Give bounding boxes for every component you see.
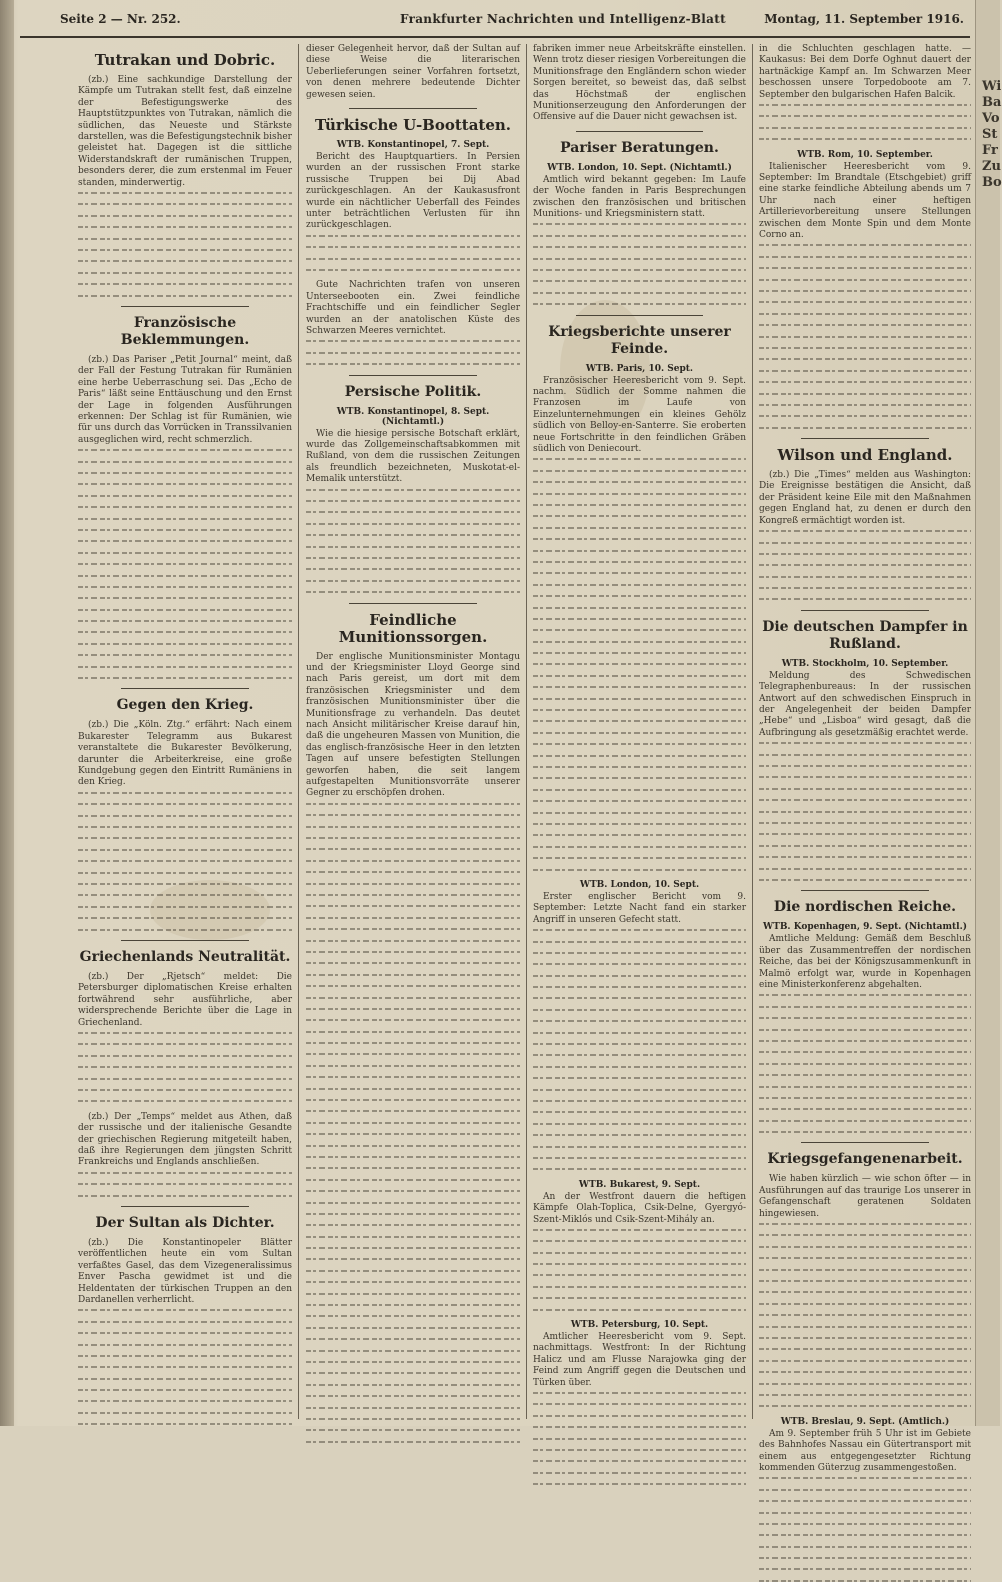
text-lines xyxy=(78,192,292,297)
article-text: Bericht des Hauptquartiers. In Persien wurden an der russischen Front starke russische Truppen bei Dij Abad zurückgeschlagen. An der Kaukasusfront wurde ein nächtlicher Ueberfall des Feindes unter beträchtlichen Verlusten für ihn zurückgeschlagen. xyxy=(306,152,520,231)
dateline: WTB. Rom, 10. September. xyxy=(797,149,933,160)
divider xyxy=(121,306,249,307)
text-lines xyxy=(78,792,292,931)
dateline: WTB. London, 10. Sept. (Nichtamtl.) xyxy=(547,162,732,173)
text-lines xyxy=(306,803,520,1443)
column-rule xyxy=(526,44,527,1419)
dateline: WTB. Konstantinopel, 7. Sept. xyxy=(336,140,490,151)
edge-fragment: Ba xyxy=(982,95,1002,110)
divider xyxy=(576,131,704,132)
text-lines xyxy=(533,458,746,870)
dateline: WTB. Bukarest, 9. Sept. xyxy=(578,1179,701,1190)
edge-fragment: Vo xyxy=(982,111,1000,126)
dateline: WTB. Konstantinopel, 8. Sept. (Nichtamtl.) xyxy=(336,406,490,427)
text-lines xyxy=(759,244,971,428)
article-headline: Die deutschen Dampfer in Rußland. xyxy=(762,618,968,652)
article-text: (zb.) Die „Köln. Ztg.“ erfährt: Nach einem Bukarester Telegramm aus Bukarest veranstaltete die Bukarester Bevölkerung, darunter die Arbeiterkreise, eine große Kundgebung gegen den Eintritt Rumäniens in den Krieg. xyxy=(78,720,292,788)
divider xyxy=(801,610,928,611)
text-lines xyxy=(759,1223,971,1407)
divider xyxy=(349,603,477,604)
divider xyxy=(121,1206,249,1207)
article-headline: Gegen den Krieg. xyxy=(116,697,254,714)
divider xyxy=(576,315,704,316)
divider xyxy=(349,108,477,109)
text-lines xyxy=(759,1477,971,1582)
edge-fragment: Fr xyxy=(982,143,998,158)
binding-spine xyxy=(0,0,14,1426)
page-number: Seite 2 — Nr. 252. xyxy=(60,12,181,26)
dateline: WTB. Petersburg, 10. Sept. xyxy=(570,1320,709,1331)
edge-fragment: St xyxy=(982,127,998,142)
edge-fragment: Bo xyxy=(982,175,1002,190)
edge-fragment: Zu xyxy=(982,159,1001,174)
adjacent-page-edge xyxy=(975,0,1000,1426)
divider xyxy=(801,890,928,891)
text-lines xyxy=(78,449,292,679)
divider xyxy=(349,375,477,376)
article-headline: Die nordischen Reiche. xyxy=(773,899,957,916)
article-text: (zb.) Die Konstantinopeler Blätter veröffentlichen heute ein vom Sultan verfaßtes Gasel, das dem Vizegeneralissimus Enver Pascha gewidmet ist und die Heldentaten der türkischen Truppen an den Dardanellen verherrlicht. xyxy=(78,1237,292,1305)
column-rule xyxy=(298,44,299,1419)
article-headline: Türkische U-Boottaten. xyxy=(314,116,512,135)
column-1 xyxy=(78,44,292,1419)
article-headline: Der Sultan als Dichter. xyxy=(95,1214,275,1231)
article-text: fabriken immer neue Arbeitskräfte einstellen. Wenn trotz dieser riesigen Vorbereitungen die Munitionsfrage den Engländern schon wieder Sorgen bereitet, so beweist das, daß selbst das Höchstmaß der englischen Munitionserzeugung den Anforderungen der Offensive auf die Dauer nicht gewachsen ist. xyxy=(533,44,746,123)
article-text: Amtlich wird bekannt gegeben: Im Laufe der Woche fanden in Paris Besprechungen zwischen den französischen und britischen Munitions- und Kriegsministern statt. xyxy=(533,174,746,220)
article-text: Gute Nachrichten trafen von unseren Unterseebooten ein. Zwei feindliche Frachtschiffe und ein feindlicher Segler wurden an der anatolischen Küste des Schwarzen Meeres vernichtet. xyxy=(306,280,520,337)
text-lines xyxy=(306,489,520,594)
article-text: Amtliche Meldung: Gemäß dem Beschluß über das Zusammentreffen der nordischen Reiche, das bei der Königszusammenkunft in Malmö erfolgt war, wurde in Kopenhagen eine Ministerkonferenz abgehalten. xyxy=(759,934,971,990)
article-text: (zb.) Eine sachkundige Darstellung der Kämpfe um Tutrakan stellt fest, daß einzelne der Befestigungswerke des Hauptstützpunktes von Tutrakan, nämlich die südlichen, das Neueste und Stärkste darstellen, was die Befestigungstechnik bisher geleistet hat. Dagegen ist die sittliche Widerstandskraft der rumänischen Truppen, besonders derer, die zum erstenmal im Feuer standen, minderwertig. xyxy=(78,75,292,188)
article-text: Amtlicher Heeresbericht vom 9. Sept. nachmittags. Westfront: In der Richtung Halicz und am Flusse Narajowka ging der Feind zum Angriff gegen die Deutschen und Türken über. xyxy=(533,1332,746,1388)
edge-fragment: Wi xyxy=(982,79,1002,94)
dateline: WTB. London, 10. Sept. xyxy=(579,879,700,890)
article-text: (zb.) Die „Times“ melden aus Washington: Die Ereignisse bestätigen die Ansicht, daß der Präsident keine Eile mit den Maßnahmen gegen England hat, zu denen er durch den Kongreß ermächtigt worden ist. xyxy=(759,470,971,526)
dateline: WTB. Stockholm, 10. September. xyxy=(781,658,949,669)
article-text: Am 9. September früh 5 Uhr ist im Gebiete des Bahnhofes Nassau ein Gütertransport mit einem aus entgegengesetzter Richtung kommenden Güterzug zusammengestoßen. xyxy=(759,1428,971,1473)
page-header xyxy=(20,10,970,38)
text-lines xyxy=(759,742,971,881)
article-text: Meldung des Schwedischen Telegraphenbureaus: In der russischen Antwort auf den schwedischen Einspruch in der Angelegenheit der beiden Dampfer „Hebe“ und „Lisboa“ wird gesagt, daß die Aufbringung als gesetzmäßig erachtet werde. xyxy=(759,670,971,738)
text-lines xyxy=(533,1229,746,1311)
text-lines xyxy=(759,530,971,600)
text-lines xyxy=(78,1309,292,1425)
dateline: WTB. Kopenhagen, 9. Sept. (Nichtamtl.) xyxy=(763,922,967,933)
text-lines xyxy=(533,223,746,305)
text-lines xyxy=(306,340,520,365)
article-text: Wie die hiesige persische Botschaft erklärt, wurde das Zollgemeinschaftsabkommen mit Rußland, von dem die russischen Zeitungen als freundlich bezeichneten, Muskotat-el-Memalik unterstützt. xyxy=(306,428,520,485)
article-text: Wie haben kürzlich — wie schon öfter — in Ausführungen auf das traurige Los unserer in Gefangenschaft geratenen Soldaten hingewiesen. xyxy=(759,1174,971,1219)
newspaper-title: Frankfurter Nachrichten und Intelligenz-Blatt xyxy=(400,12,726,26)
text-lines xyxy=(533,929,746,1170)
divider xyxy=(121,940,249,941)
issue-date: Montag, 11. September 1916. xyxy=(764,12,964,26)
column-4 xyxy=(759,44,971,1473)
article-headline: Persische Politik. xyxy=(344,383,482,400)
text-lines xyxy=(533,1392,746,1485)
article-headline: Französische Beklemmungen. xyxy=(120,314,250,348)
article-headline: Kriegsgefangenenarbeit. xyxy=(767,1151,963,1168)
article-text: An der Westfront dauern die heftigen Kämpfe Olah-Toplica, Csik-Delne, Gyergyó-Szent-Miklós und Csik-Szent-Mihály an. xyxy=(533,1191,746,1225)
article-text: in die Schluchten geschlagen hatte. — Kaukasus: Bei dem Dorfe Oghnut dauert der hartnäckige Kampf an. Im Schwarzen Meer beschossen unsere Torpedoboote am 7. September den bulgarischen Hafen Balcik. xyxy=(759,44,971,100)
text-lines xyxy=(759,994,971,1133)
divider xyxy=(121,688,249,689)
article-headline: Griechenlands Neutralität. xyxy=(79,948,291,965)
text-lines xyxy=(78,1172,292,1197)
article-headline: Pariser Beratungen. xyxy=(560,139,719,156)
dateline: WTB. Breslau, 9. Sept. (Amtlich.) xyxy=(780,1416,950,1427)
column-rule xyxy=(752,44,753,1419)
text-lines xyxy=(78,1032,292,1102)
article-text: (zb.) Das Pariser „Petit Journal“ meint, daß der Fall der Festung Tutrakan für Rumänien eine herbe Ueberraschung sei. Das „Echo de Paris“ läßt seine Enttäuschung und den Ernst der Lage in folgenden Ausführungen erkennen: Der Schlag ist für Rumänien, wie für uns durch das Vorrücken in Transsilvanien ausgeglichen wird, recht schmerzlich. xyxy=(78,354,292,445)
text-lines xyxy=(759,104,971,140)
article-headline: Feindliche Munitionssorgen. xyxy=(338,610,488,646)
dateline: WTB. Paris, 10. Sept. xyxy=(585,363,694,374)
article-text: Erster englischer Bericht vom 9. September: Letzte Nacht fand ein starker Angriff in unseren Gefecht statt. xyxy=(533,891,746,925)
divider xyxy=(801,438,928,439)
article-headline: Tutrakan und Dobric. xyxy=(94,51,276,69)
article-text: Französischer Heeresbericht vom 9. Sept. nachm. Südlich der Somme nahmen die Franzosen im Laufe von Einzelunternehmungen ein kleines Gehölz südlich von Belloy-en-Santerre. Sie eroberten neue Fortschritte in den feindlichen Gräben südlich von Deniecourt. xyxy=(533,375,746,455)
column-3 xyxy=(533,44,746,1419)
article-headline: Kriegsberichte unserer Feinde. xyxy=(548,323,731,357)
article-headline: Wilson und England. xyxy=(777,446,953,465)
article-text: (zb.) Der „Temps“ meldet aus Athen, daß der russische und der italienische Gesandte der griechischen Regierung mitgeteilt haben, daß ihre Regierungen dem jüngsten Schritt Frankreichs und Englands anschließen. xyxy=(78,1111,292,1168)
article-text: Italienischer Heeresbericht vom 9. September: Im Brandtale (Etschgebiet) griff eine starke feindliche Abteilung abends um 7 Uhr nach einer heftigen Artillerievorbereitung unsere Stellungen zwischen dem Monte Spin und dem Monte Corno an. xyxy=(759,161,971,241)
column-2 xyxy=(306,44,520,1419)
article-text: Der englische Munitionsminister Montagu und der Kriegsminister Lloyd George sind nach Paris gereist, um dort mit dem französischen Kriegsminister und dem französischen Munitionsminister über die Munitionsfrage zu verhandeln. Das deutet nach Ansicht militärischer Kreise darauf hin, daß die ungeheuren Massen von Munition, die das englisch-französische Heer in den letzten Tagen auf unsere befestigten Stellungen geworfen haben, die seit langem aufgestapelten Munitionsvorräte unserer Gegner zu erschöpfen drohen. xyxy=(306,651,520,799)
article-text: (zb.) Der „Rjetsch“ meldet: Die Petersburger diplomatischen Kreise erhalten fortwährend sehr ausführliche, aber widersprechende Berichte über die Lage in Griechenland. xyxy=(78,971,292,1028)
divider xyxy=(801,1142,928,1143)
text-lines xyxy=(306,235,520,271)
article-text: dieser Gelegenheit hervor, daß der Sultan auf diese Weise die literarischen Ueberlieferungen seiner Vorfahren fortsetzt, von denen mehrere bedeutende Dichter gewesen seien. xyxy=(306,44,520,100)
